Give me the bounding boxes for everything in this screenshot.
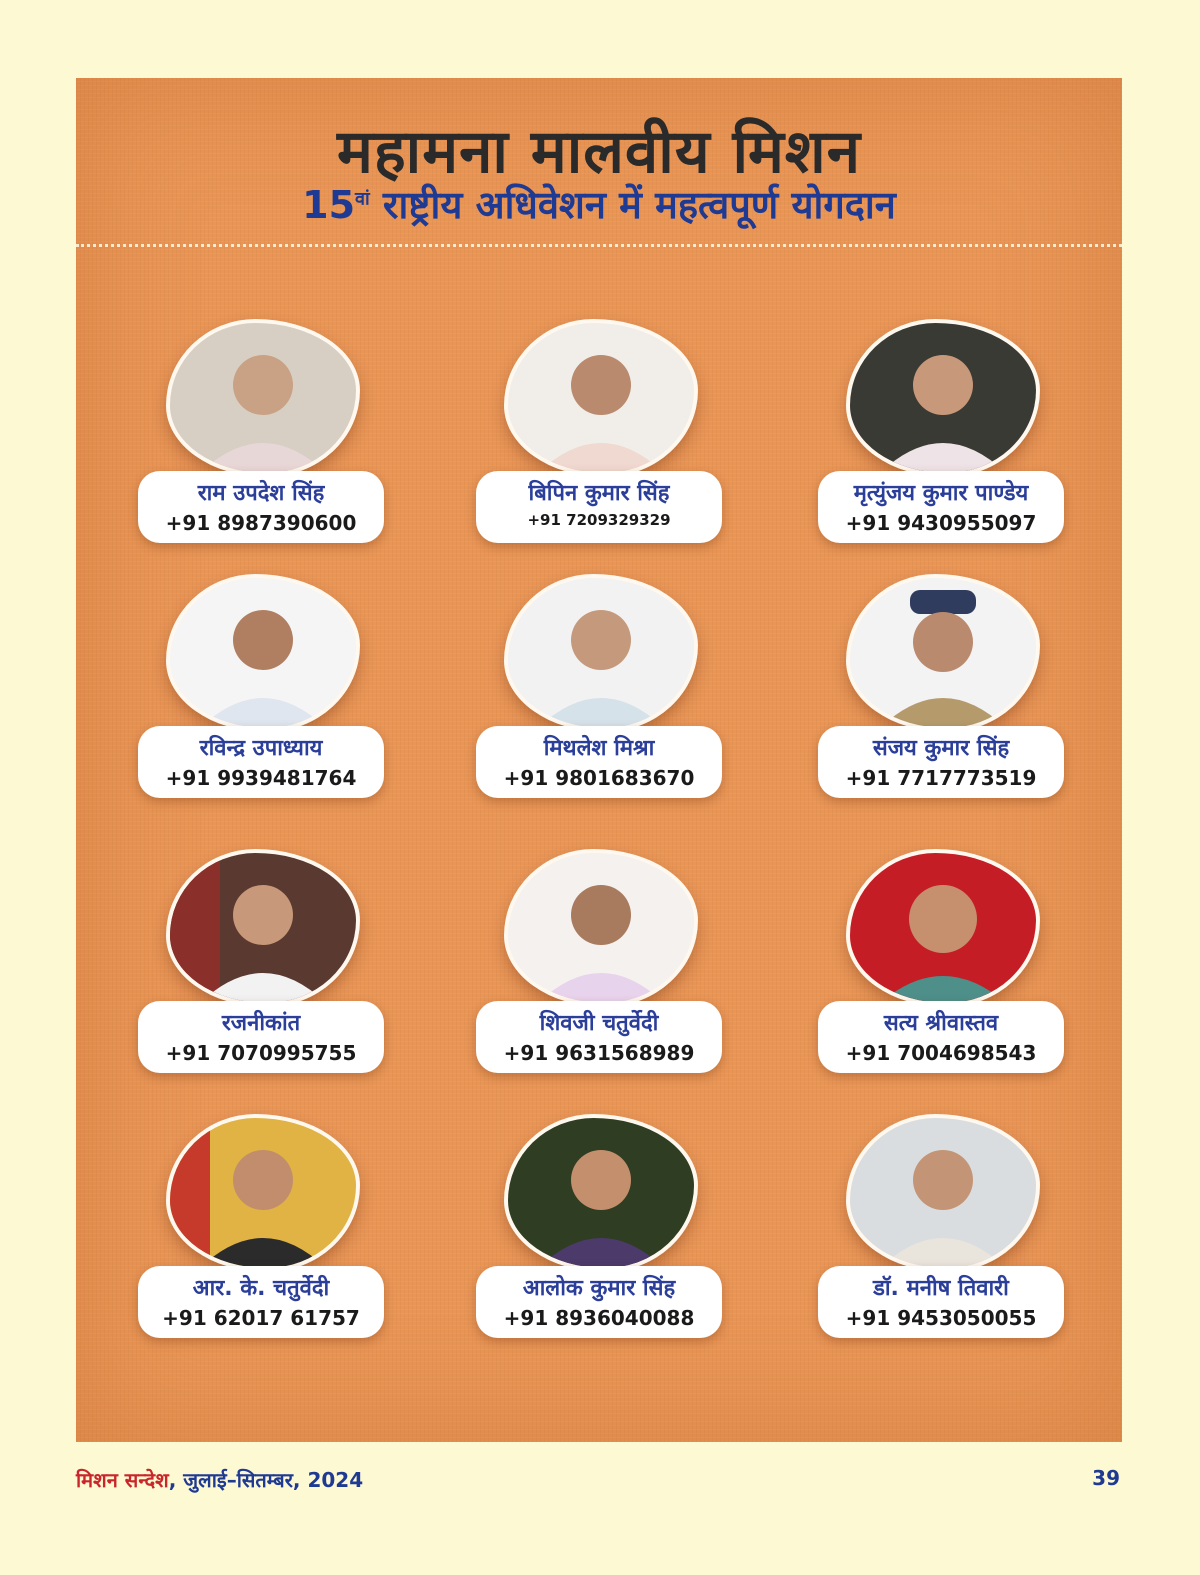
- person-label: [818, 1266, 1064, 1338]
- person-photo: [508, 578, 694, 728]
- person-photo: [508, 853, 694, 1003]
- person-photo: [170, 853, 356, 1003]
- person-photo: [170, 323, 356, 473]
- footer-publication: [76, 1466, 363, 1493]
- person-phone: +91 7209329329: [527, 511, 671, 529]
- subtitle-suffix: वां: [355, 188, 370, 210]
- person-phone: +91 9430955097: [845, 511, 1037, 535]
- content-panel: [76, 78, 1122, 1442]
- person-label: [138, 1001, 384, 1073]
- person-card: [818, 578, 1068, 838]
- issue-date: , जुलाई–सितम्बर, 2024: [168, 1468, 364, 1492]
- person-card: [818, 1118, 1068, 1378]
- person-silhouette-icon: [508, 323, 694, 473]
- person-silhouette-icon: [170, 578, 356, 728]
- person-phone: +91 9453050055: [845, 1306, 1037, 1330]
- person-silhouette-icon: [170, 323, 356, 473]
- person-label: [138, 471, 384, 543]
- person-card: [818, 853, 1068, 1113]
- person-photo: [850, 1118, 1036, 1268]
- person-phone: +91 62017 61757: [162, 1306, 360, 1330]
- person-name: आलोक कुमार सिंह: [522, 1276, 676, 1301]
- person-photo: [170, 1118, 356, 1268]
- person-photo: [850, 853, 1036, 1003]
- person-phone: +91 7717773519: [845, 766, 1037, 790]
- person-label: [818, 1001, 1064, 1073]
- subtitle-number: 15: [302, 183, 356, 227]
- person-name: मिथलेश मिश्रा: [543, 736, 655, 761]
- person-photo: [850, 323, 1036, 473]
- person-silhouette-icon: [508, 578, 694, 728]
- person-name: संजय कुमार सिंह: [872, 736, 1010, 761]
- person-card: [476, 578, 726, 838]
- person-name: शिवजी चतुर्वेदी: [539, 1011, 659, 1036]
- person-name: आर. के. चतुर्वेदी: [192, 1276, 330, 1301]
- person-phone: +91 8936040088: [503, 1306, 695, 1330]
- person-phone: +91 9939481764: [165, 766, 357, 790]
- person-card: [476, 1118, 726, 1378]
- person-name: सत्य श्रीवास्तव: [883, 1011, 999, 1036]
- person-label: [476, 1266, 722, 1338]
- person-photo: [850, 578, 1036, 728]
- person-label: [138, 1266, 384, 1338]
- person-card: [138, 323, 388, 583]
- page-subtitle: [76, 178, 1122, 230]
- person-phone: +91 9801683670: [503, 766, 695, 790]
- person-card: [138, 1118, 388, 1378]
- dotted-divider: [76, 244, 1122, 247]
- person-phone: +91 7070995755: [165, 1041, 357, 1065]
- person-silhouette-icon: [850, 578, 1036, 728]
- person-label: [818, 726, 1064, 798]
- person-silhouette-icon: [850, 323, 1036, 473]
- person-photo: [508, 323, 694, 473]
- publication-name: मिशन सन्देश: [76, 1468, 169, 1492]
- person-label: [138, 726, 384, 798]
- person-photo: [170, 578, 356, 728]
- person-label: [476, 471, 722, 543]
- person-card: [476, 853, 726, 1113]
- person-phone: +91 9631568989: [503, 1041, 695, 1065]
- page-title: महामना मालवीय मिशन: [336, 117, 862, 187]
- page-number: 39: [1092, 1466, 1120, 1490]
- person-silhouette-icon: [850, 1118, 1036, 1268]
- person-name: मृत्युंजय कुमार पाण्डेय: [853, 481, 1029, 506]
- person-card: [138, 853, 388, 1113]
- person-silhouette-icon: [850, 853, 1036, 1003]
- person-silhouette-icon: [170, 1118, 356, 1268]
- person-name: बिपिन कुमार सिंह: [528, 481, 670, 506]
- person-silhouette-icon: [508, 1118, 694, 1268]
- person-name: राम उपदेश सिंह: [197, 481, 325, 506]
- person-card: [818, 323, 1068, 583]
- person-silhouette-icon: [170, 853, 356, 1003]
- subtitle-text: राष्ट्रीय अधिवेशन में महत्वपूर्ण योगदान: [382, 183, 896, 227]
- person-name: रजनीकांत: [221, 1011, 301, 1036]
- person-photo: [508, 1118, 694, 1268]
- person-label: [818, 471, 1064, 543]
- person-phone: +91 8987390600: [165, 511, 357, 535]
- person-name: डॉ. मनीष तिवारी: [873, 1276, 1009, 1301]
- person-silhouette-icon: [508, 853, 694, 1003]
- person-phone: +91 7004698543: [845, 1041, 1037, 1065]
- person-name: रविन्द्र उपाध्याय: [199, 736, 323, 761]
- person-card: [138, 578, 388, 838]
- person-label: [476, 1001, 722, 1073]
- person-card: [476, 323, 726, 583]
- person-label: [476, 726, 722, 798]
